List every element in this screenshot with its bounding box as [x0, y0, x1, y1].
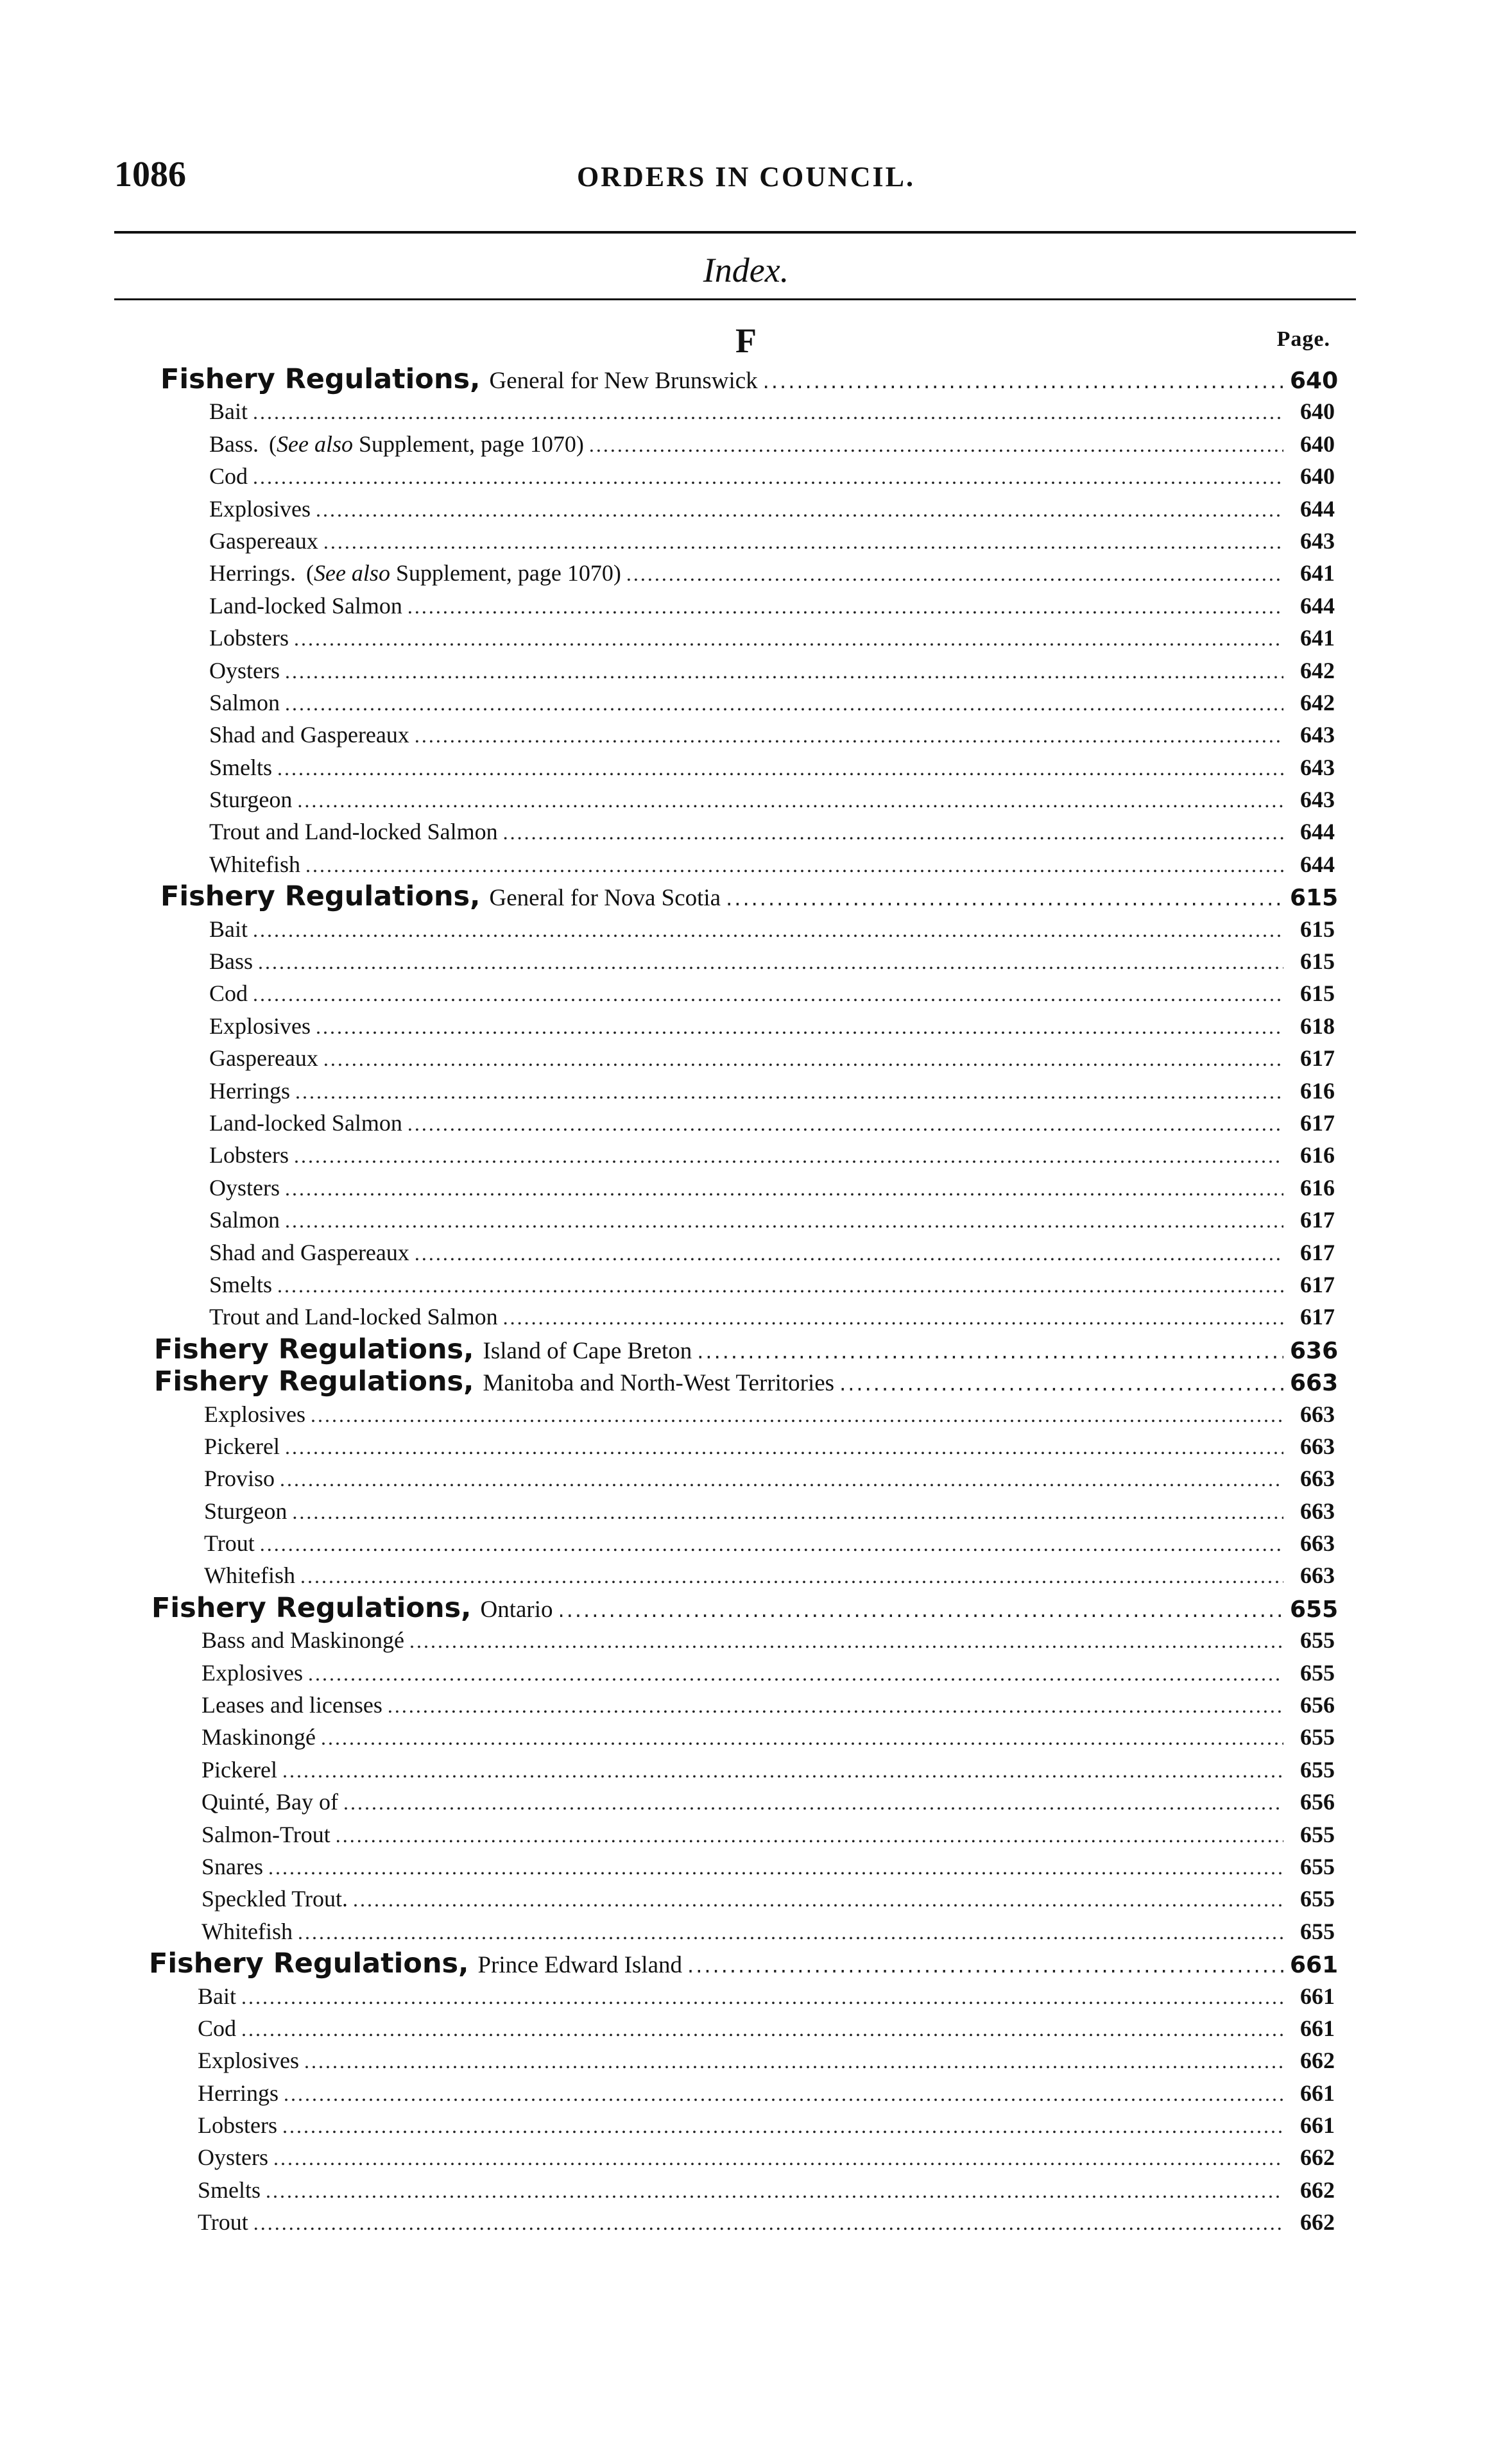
page-ref: 643 [1300, 527, 1335, 554]
dot-leader [241, 2013, 1283, 2045]
index-item-label: Land-locked Salmon [209, 592, 402, 619]
index-item-row [0, 913, 1492, 945]
index-item-row [0, 816, 1492, 848]
page-ref: 661 [1300, 2015, 1335, 2041]
index-item-label: Herrings. [209, 560, 296, 586]
index-item-row [0, 654, 1492, 687]
dot-leader [300, 1560, 1283, 1592]
page-ref: 663 [1300, 1433, 1335, 1459]
index-heading: Fishery Regulations, [160, 880, 481, 913]
page-ref: 663 [1290, 1370, 1339, 1397]
dot-leader [308, 1657, 1283, 1690]
index-item-label: Salmon [209, 689, 280, 715]
index-item-row [0, 1786, 1492, 1818]
index-heading-row [0, 363, 1492, 395]
dot-leader [253, 461, 1283, 493]
see-also: See also [277, 431, 353, 457]
index-item-row [0, 1851, 1492, 1883]
dot-leader [253, 914, 1283, 946]
page-ref: 617 [1300, 1109, 1335, 1136]
page-ref: 617 [1300, 1207, 1335, 1233]
page-ref: 656 [1300, 1692, 1335, 1718]
index-item-row [0, 428, 1492, 460]
index-item-label: Herrings [209, 1077, 290, 1104]
index-item-label: Explosives [209, 495, 311, 522]
page-number: 1086 [114, 155, 186, 194]
dot-leader [260, 1528, 1283, 1560]
index-item-label: Shad and Gaspereaux [209, 722, 409, 748]
index-heading: Fishery Regulations, [149, 1947, 469, 1980]
index-item-label: Explosives [204, 1401, 305, 1427]
index-item-row [0, 2012, 1492, 2044]
page-ref: 616 [1300, 1174, 1335, 1201]
index-item-label: Snares [202, 1853, 263, 1879]
index-item-label: Proviso [204, 1466, 275, 1492]
dot-leader [503, 1301, 1283, 1333]
index-item-label: Bait [198, 1983, 236, 2009]
dot-leader [321, 1722, 1283, 1754]
index-item-row [0, 1075, 1492, 1107]
index-item-label: Bait [209, 916, 248, 942]
index-item-label: Trout and Land-locked Salmon [209, 819, 498, 845]
dot-leader [726, 882, 1283, 914]
dot-leader [253, 978, 1283, 1010]
dot-leader [305, 849, 1283, 881]
index-item-row [0, 493, 1492, 525]
page-ref: 615 [1290, 885, 1339, 912]
index-item-label: Pickerel [202, 1756, 277, 1783]
page-ref: 640 [1290, 368, 1339, 394]
page-ref: 661 [1300, 1983, 1335, 2009]
page-ref: 655 [1300, 1886, 1335, 1912]
index-item-row [0, 1624, 1492, 1656]
page-ref: 616 [1300, 1142, 1335, 1168]
page-ref: 641 [1300, 560, 1335, 586]
section-title: Index. [703, 251, 789, 289]
index-item-label: Explosives [202, 1659, 303, 1686]
index-item-row [0, 2174, 1492, 2206]
dot-leader [343, 1786, 1283, 1818]
top-rule [114, 231, 1356, 234]
dot-leader [407, 590, 1283, 622]
index-item-row [0, 1172, 1492, 1204]
dot-leader [294, 1140, 1283, 1172]
index-item-note: (See also Supplement, page 1070) [305, 560, 621, 586]
index-item-row [0, 1915, 1492, 1947]
index-item-row [0, 2206, 1492, 2238]
index-item-row [0, 1721, 1492, 1753]
index-item-row [0, 687, 1492, 719]
index-item-label: Oysters [198, 2144, 268, 2171]
index-item-row [0, 557, 1492, 589]
dot-leader [839, 1367, 1283, 1399]
page-ref: 655 [1300, 1659, 1335, 1686]
index-item-row [0, 1883, 1492, 1915]
index-item-label: Speckled Trout. [202, 1886, 348, 1912]
index-heading-qualifier: General for New Brunswick [489, 368, 758, 394]
index-item-label: Gaspereaux [209, 527, 318, 554]
index-item-row [0, 848, 1492, 880]
dot-leader [626, 558, 1283, 590]
dot-leader [285, 687, 1283, 719]
index-item-label: Maskinongé [202, 1724, 316, 1750]
index-item-row [0, 945, 1492, 977]
dot-leader [311, 1399, 1283, 1431]
page-ref: 655 [1300, 1724, 1335, 1750]
index-item-label: Herrings [198, 2080, 279, 2106]
index-heading-row [0, 1333, 1492, 1365]
page-ref: 618 [1300, 1013, 1335, 1039]
index-item-label: Pickerel [204, 1433, 280, 1459]
dot-leader [323, 526, 1283, 558]
index-heading: Fishery Regulations, [154, 1365, 474, 1398]
index-item-row [0, 1042, 1492, 1074]
index-item-label: Explosives [209, 1013, 311, 1039]
index-heading-qualifier: Prince Edward Island [477, 1952, 683, 1979]
index-item-row [0, 1818, 1492, 1851]
page-ref: 662 [1300, 2144, 1335, 2171]
index-heading: Fishery Regulations, [154, 1333, 474, 1365]
dot-leader [282, 1754, 1283, 1786]
index-item-label: Trout [198, 2209, 248, 2236]
dot-leader [282, 2110, 1283, 2142]
index-item-row [0, 1269, 1492, 1301]
index-item-row [0, 977, 1492, 1009]
index-item-row [0, 1559, 1492, 1591]
index-item-label: Land-locked Salmon [209, 1109, 402, 1136]
index-item-row [0, 525, 1492, 557]
page-ref: 655 [1300, 1853, 1335, 1879]
dot-leader [294, 622, 1283, 654]
dot-leader [415, 719, 1283, 751]
dot-leader [258, 946, 1283, 978]
index-item-row [0, 1204, 1492, 1236]
dot-leader [280, 1463, 1283, 1495]
page-ref: 663 [1300, 1530, 1335, 1557]
index-item-label: Smelts [209, 754, 273, 780]
page-ref: 662 [1300, 2048, 1335, 2074]
index-heading-qualifier: Ontario [480, 1596, 553, 1623]
dot-leader [298, 1916, 1283, 1948]
page-ref: 655 [1290, 1596, 1339, 1623]
index-item-label: Bass [209, 948, 253, 975]
page-ref: 642 [1300, 657, 1335, 683]
page-ref: 644 [1300, 592, 1335, 619]
index-item-label: Trout and Land-locked Salmon [209, 1304, 498, 1330]
page-ref: 617 [1300, 1304, 1335, 1330]
index-item-label: Smelts [209, 1271, 273, 1297]
index-item-note: (See also Supplement, page 1070) [269, 431, 584, 457]
dot-leader [336, 1819, 1283, 1851]
index-item-row [0, 590, 1492, 622]
page-ref: 617 [1300, 1239, 1335, 1265]
page-ref: 663 [1300, 1498, 1335, 1524]
index-item-label: Oysters [209, 657, 280, 683]
dot-leader [407, 1108, 1283, 1140]
page-ref: 644 [1300, 819, 1335, 845]
page-ref: 643 [1300, 787, 1335, 813]
dot-leader [277, 1269, 1283, 1301]
index-item-label: Bass. [209, 431, 259, 457]
index-item-row [0, 1689, 1492, 1721]
page-ref: 663 [1300, 1401, 1335, 1427]
index-item-row [0, 1236, 1492, 1269]
index-item-label: Lobsters [209, 1142, 289, 1168]
dot-leader [285, 655, 1283, 687]
page-ref: 644 [1300, 851, 1335, 877]
index-item-label: Shad and Gaspereaux [209, 1239, 409, 1265]
dot-leader [253, 396, 1283, 428]
index-item-label: Cod [209, 463, 248, 490]
page-ref: 617 [1300, 1045, 1335, 1072]
see-also: See also [313, 560, 390, 586]
page-ref: 655 [1300, 1821, 1335, 1847]
page-ref: 643 [1300, 722, 1335, 748]
dot-leader [241, 1981, 1283, 2013]
index-item-row [0, 783, 1492, 816]
page-ref: 615 [1300, 948, 1335, 975]
index-heading-qualifier: General for Nova Scotia [489, 885, 721, 912]
index-item-label: Sturgeon [209, 787, 293, 813]
page-ref: 617 [1300, 1271, 1335, 1297]
index-item-label: Lobsters [198, 2112, 277, 2139]
dot-leader [687, 1949, 1283, 1981]
index-heading-row [0, 1592, 1492, 1624]
dot-leader [273, 2142, 1283, 2174]
index-item-row [0, 1107, 1492, 1139]
index-item-label: Cod [209, 980, 248, 1007]
dot-leader [253, 2207, 1283, 2239]
index-item-label: Gaspereaux [209, 1045, 318, 1072]
index-item-row [0, 1462, 1492, 1494]
dot-leader [292, 1496, 1283, 1528]
dot-leader [285, 1431, 1283, 1463]
index-heading-row [0, 1947, 1492, 1980]
dot-leader [415, 1237, 1283, 1269]
index-item-label: Whitefish [204, 1562, 295, 1589]
bottom-rule [114, 298, 1356, 300]
dot-leader [266, 2175, 1283, 2207]
index-item-label: Lobsters [209, 625, 289, 651]
index-heading-row [0, 880, 1492, 912]
page-ref: 662 [1300, 2177, 1335, 2203]
index-item-row [0, 1495, 1492, 1527]
index-item-row [0, 1430, 1492, 1462]
page-ref: 643 [1300, 754, 1335, 780]
index-item-row [0, 1301, 1492, 1333]
index-item-row [0, 1980, 1492, 2012]
index-letter: F [735, 321, 757, 360]
page-ref: 662 [1300, 2209, 1335, 2236]
dot-leader [409, 1625, 1283, 1657]
dot-leader [285, 1172, 1283, 1204]
dot-leader [388, 1690, 1283, 1722]
index-heading: Fishery Regulations, [151, 1591, 472, 1624]
index-item-label: Smelts [198, 2177, 261, 2203]
dot-leader [316, 1011, 1283, 1043]
index-item-row [0, 622, 1492, 654]
index-item-row [0, 2077, 1492, 2109]
index-item-row [0, 1139, 1492, 1171]
index-item-label: Salmon-Trout [202, 1821, 330, 1847]
dot-leader [323, 1043, 1283, 1075]
note-text: Supplement, page 1070) [395, 560, 621, 586]
page-ref: 655 [1300, 1918, 1335, 1944]
dot-leader [284, 2078, 1283, 2110]
page-ref: 636 [1290, 1337, 1339, 1364]
page-ref: 655 [1300, 1756, 1335, 1783]
index-item-row [0, 1010, 1492, 1042]
index-item-label: Bait [209, 398, 248, 425]
index-item-row [0, 1527, 1492, 1559]
index-item-label: Sturgeon [204, 1498, 287, 1524]
index-item-label: Explosives [198, 2048, 299, 2074]
dot-leader [763, 365, 1283, 397]
index-item-row [0, 395, 1492, 427]
page-ref: 640 [1300, 463, 1335, 490]
index-item-label: Whitefish [202, 1918, 293, 1944]
page-ref: 663 [1300, 1466, 1335, 1492]
page-ref: 642 [1300, 689, 1335, 715]
dot-leader [558, 1594, 1283, 1626]
index-item-row [0, 751, 1492, 783]
index-item-label: Cod [198, 2015, 237, 2041]
index-item-row [0, 1398, 1492, 1430]
index-item-row [0, 1754, 1492, 1786]
index-item-row [0, 2044, 1492, 2076]
index-item-label: Salmon [209, 1207, 280, 1233]
dot-leader [297, 784, 1283, 816]
index-item-label: Oysters [209, 1174, 280, 1201]
dot-leader [316, 493, 1283, 526]
index-item-label: Leases and licenses [202, 1692, 382, 1718]
index-heading: Fishery Regulations, [160, 363, 481, 395]
page-ref: 615 [1300, 980, 1335, 1007]
page-ref: 644 [1300, 495, 1335, 522]
page-ref: 663 [1300, 1562, 1335, 1589]
dot-leader [589, 429, 1283, 461]
page-ref: 656 [1300, 1789, 1335, 1815]
dot-leader [304, 2045, 1283, 2077]
dot-leader [277, 752, 1283, 784]
dot-leader [268, 1851, 1283, 1883]
index-heading-qualifier: Manitoba and North-West Territories [483, 1370, 835, 1397]
index-item-row [0, 2141, 1492, 2173]
page-ref: 616 [1300, 1077, 1335, 1104]
dot-leader [353, 1883, 1283, 1915]
index-item-row [0, 460, 1492, 492]
index-item-label: Whitefish [209, 851, 300, 877]
index-entries [0, 363, 1492, 2239]
dot-leader [697, 1335, 1283, 1367]
index-item-row [0, 2109, 1492, 2141]
page-column-label: Page. [1276, 327, 1330, 351]
running-title: ORDERS IN COUNCIL. [576, 161, 916, 193]
index-heading-qualifier: Island of Cape Breton [483, 1337, 692, 1364]
index-item-row [0, 1657, 1492, 1689]
page-ref: 615 [1300, 916, 1335, 942]
dot-leader [503, 816, 1283, 848]
index-item-label: Quinté, Bay of [202, 1789, 338, 1815]
page-ref: 655 [1300, 1627, 1335, 1654]
index-heading-row [0, 1365, 1492, 1398]
dot-leader [285, 1204, 1283, 1236]
index-item-label: Trout [204, 1530, 255, 1557]
page-ref: 661 [1290, 1952, 1339, 1979]
page-ref: 640 [1300, 398, 1335, 425]
note-text: Supplement, page 1070) [358, 431, 584, 457]
page-ref: 661 [1300, 2080, 1335, 2106]
page-ref: 661 [1300, 2112, 1335, 2139]
dot-leader [295, 1075, 1283, 1108]
page-ref: 641 [1300, 625, 1335, 651]
index-item-row [0, 719, 1492, 751]
index-item-label: Bass and Maskinongé [202, 1627, 404, 1654]
page-ref: 640 [1300, 431, 1335, 457]
